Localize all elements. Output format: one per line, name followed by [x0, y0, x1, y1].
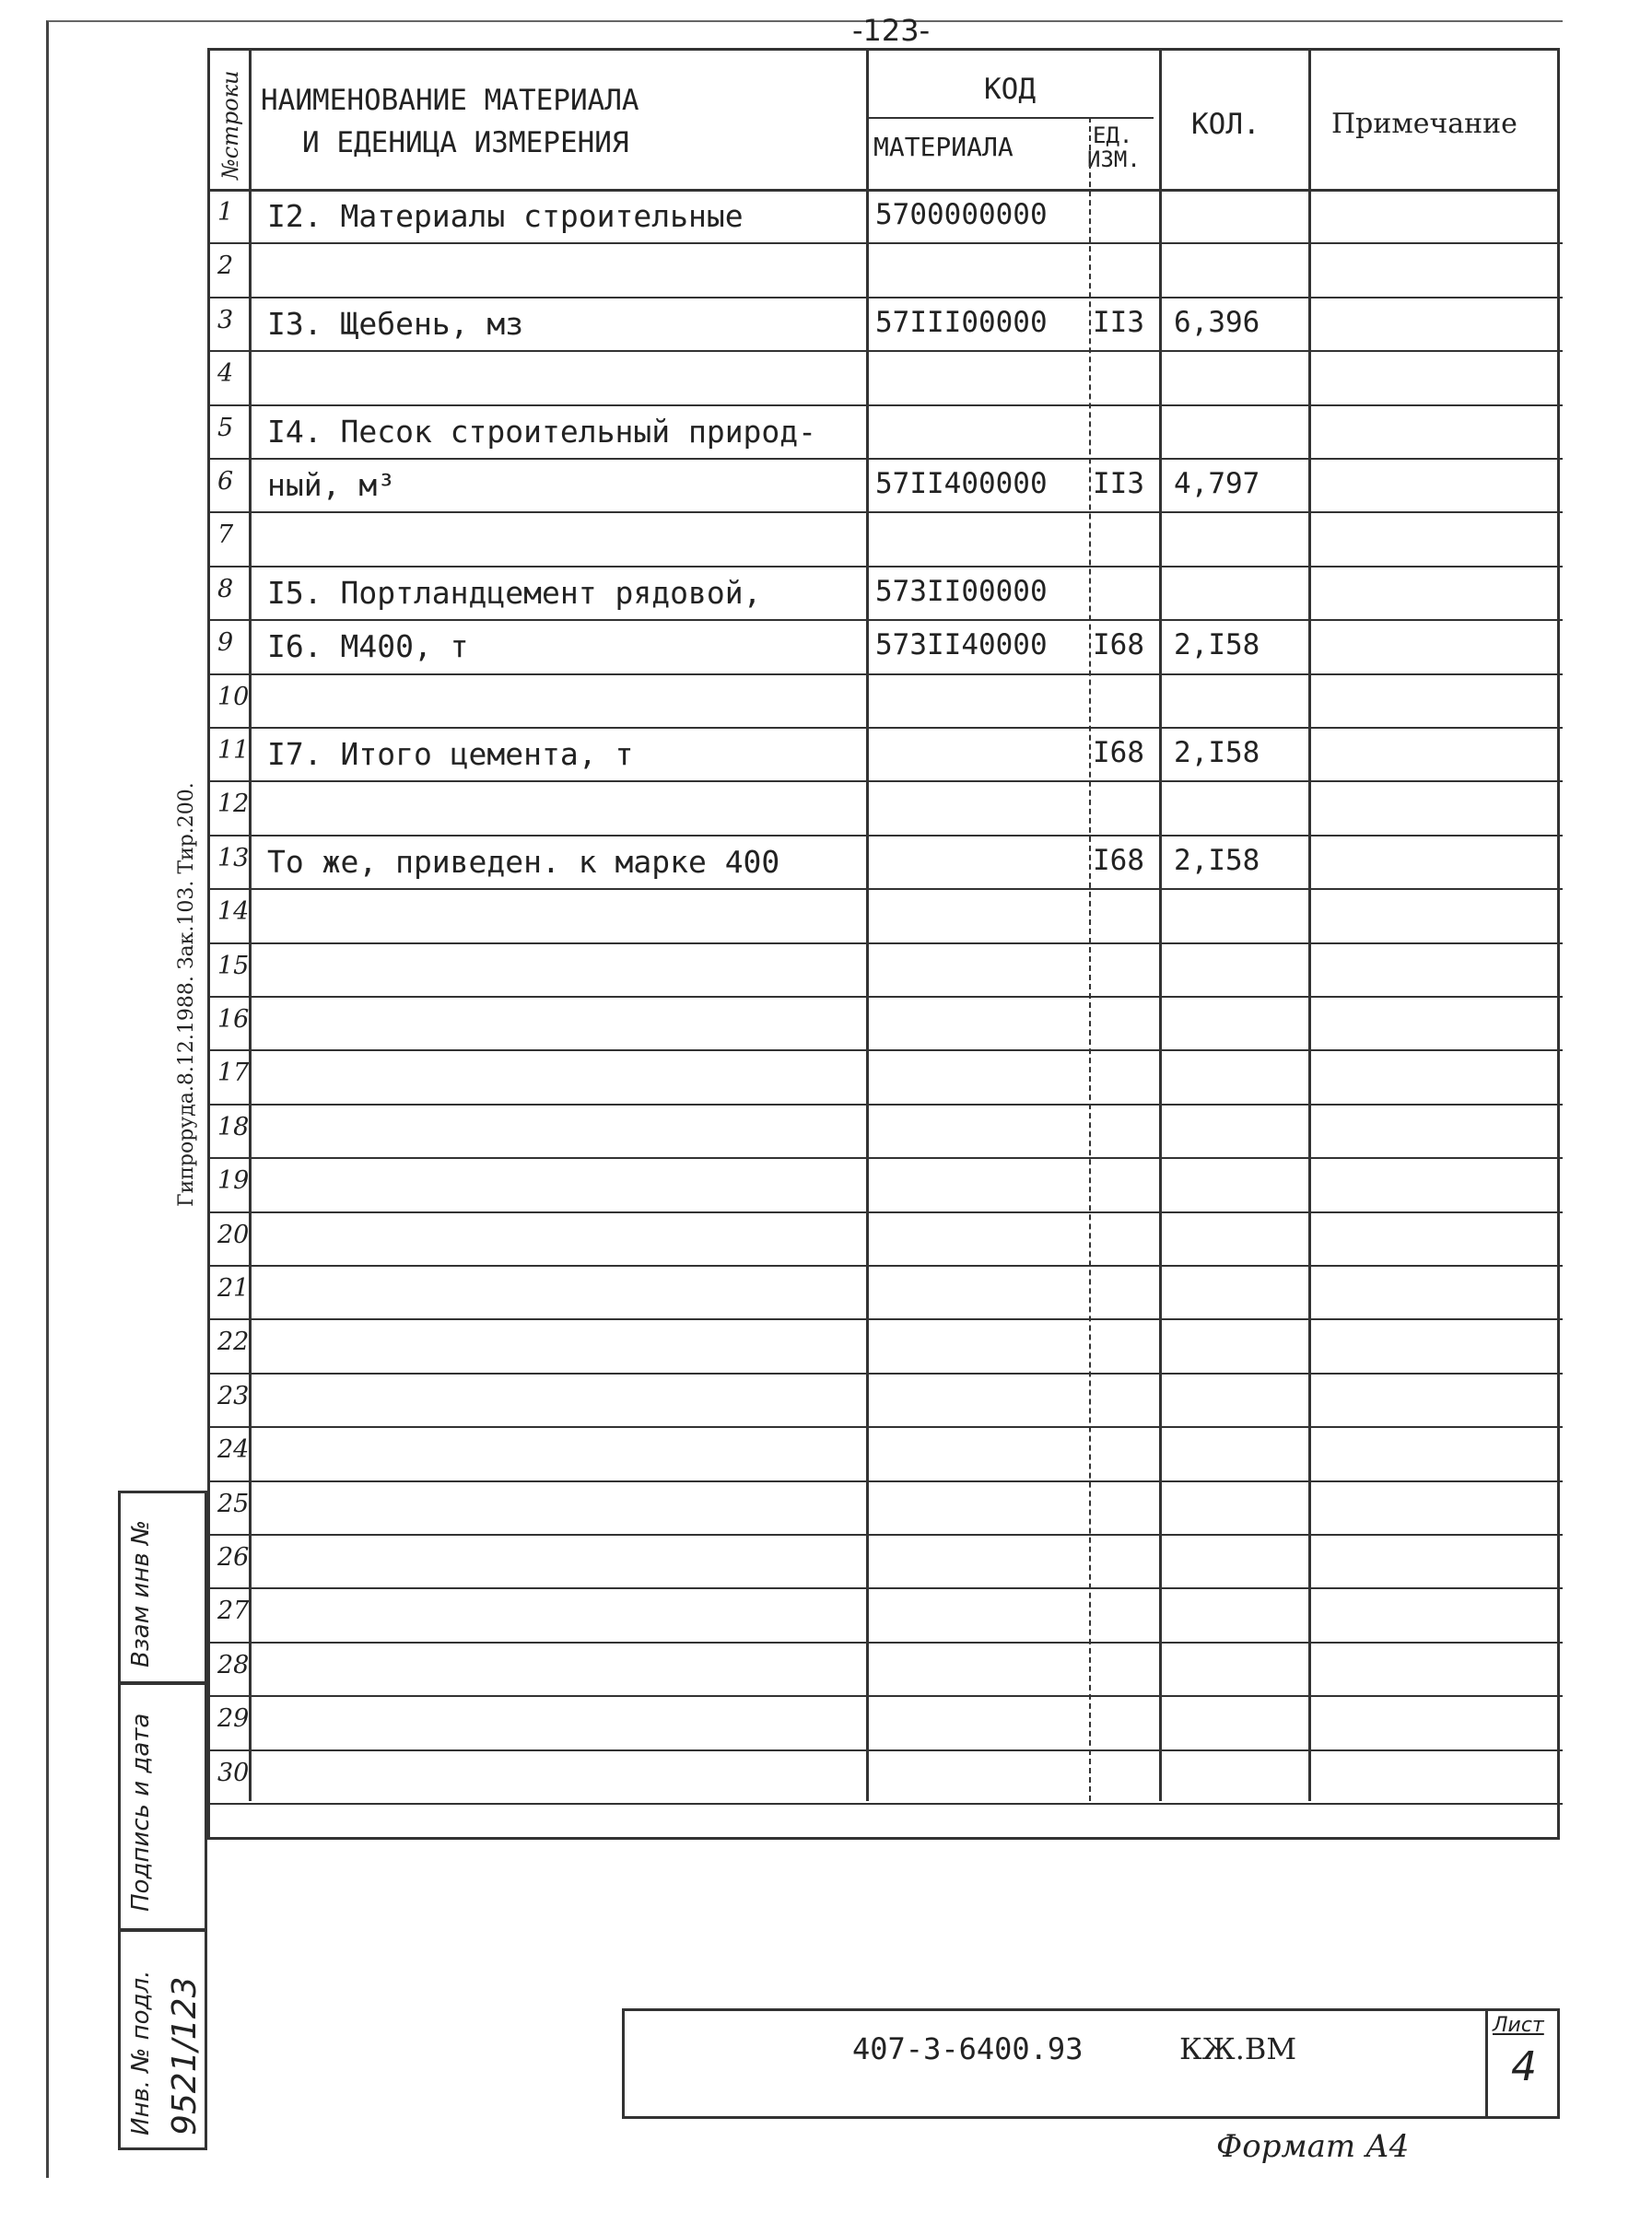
material-name: I2. Материалы строительные: [267, 198, 744, 234]
row-divider: [210, 1373, 1563, 1375]
material-name: I3. Щебень, мз: [267, 305, 524, 342]
row-divider: [210, 350, 1563, 352]
table-row: [210, 780, 1557, 834]
material-code: 57II400000: [875, 467, 1048, 500]
table-row: [210, 1695, 1557, 1749]
row-number: 18: [217, 1112, 250, 1141]
row-number: 8: [217, 574, 234, 603]
header-note: Примечание: [1331, 108, 1517, 140]
title-block: [622, 2008, 1560, 2119]
column-divider: [1308, 51, 1311, 1801]
row-number: 5: [217, 413, 234, 442]
row-number: 28: [217, 1650, 250, 1679]
row-divider: [210, 1157, 1563, 1159]
sheet-label: Лист: [1493, 2014, 1544, 2037]
table-row: [210, 835, 1557, 888]
row-divider: [210, 1426, 1563, 1428]
row-divider: [210, 1534, 1563, 1536]
row-divider: [210, 1265, 1563, 1267]
row-divider: [210, 835, 1563, 837]
header-code: КОД: [984, 73, 1036, 106]
header-unit-line2: ИЗМ.: [1087, 146, 1141, 172]
row-divider: [210, 1642, 1563, 1644]
table-row: [210, 1749, 1557, 1803]
row-number: 9: [217, 628, 234, 658]
row-divider: [210, 566, 1563, 567]
header-name-line2: И ЕДЕНИЦА ИЗМЕРЕНИЯ: [302, 126, 629, 159]
table-row: [210, 996, 1557, 1049]
quantity: 2,I58: [1174, 628, 1260, 662]
row-number: 23: [217, 1381, 250, 1410]
material-name: I7. Итого цемента, т: [267, 736, 634, 772]
row-divider: [210, 996, 1563, 998]
table-row: [210, 242, 1557, 296]
row-number: 7: [217, 521, 234, 550]
row-number: 2: [217, 252, 234, 281]
row-divider: [210, 458, 1563, 460]
header-qty: КОЛ.: [1191, 108, 1260, 141]
row-divider: [210, 297, 1563, 298]
table-row: [210, 619, 1557, 673]
sheet-number: 4: [1511, 2043, 1537, 2090]
row-number: 13: [217, 843, 250, 872]
material-name: То же, приведен. к марке 400: [267, 843, 780, 880]
row-number: 30: [217, 1758, 250, 1787]
row-divider: [210, 673, 1563, 675]
table-row: [210, 1265, 1557, 1318]
table-row: [210, 189, 1557, 242]
row-divider: [210, 1749, 1563, 1751]
column-divider: [1089, 117, 1091, 1801]
row-divider: [210, 1318, 1563, 1320]
table-row: [210, 1211, 1557, 1265]
unit-code: I68: [1093, 628, 1144, 662]
column-divider: [1159, 51, 1162, 1801]
header-material: МАТЕРИАЛА: [873, 132, 1013, 162]
row-divider: [210, 1480, 1563, 1482]
row-divider: [210, 727, 1563, 729]
row-number: 21: [217, 1274, 250, 1303]
doc-mark: КЖ.ВМ: [1179, 2031, 1297, 2066]
table-row: [210, 942, 1557, 996]
row-number: 16: [217, 1005, 250, 1034]
quantity: 4,797: [1174, 467, 1260, 500]
header-code-divider: [866, 117, 1154, 119]
row-divider: [210, 780, 1563, 782]
table-header: [210, 51, 1557, 192]
table-row: [210, 1426, 1557, 1480]
table-row: [210, 1642, 1557, 1695]
row-number: 20: [217, 1220, 250, 1249]
table-row: [210, 511, 1557, 565]
row-number: 27: [217, 1597, 250, 1626]
materials-table: [207, 48, 1560, 1840]
row-number: 17: [217, 1059, 250, 1088]
row-divider: [210, 1695, 1563, 1697]
material-name: I4. Песок строительный природ-: [267, 413, 817, 450]
unit-code: II3: [1093, 467, 1144, 500]
row-divider: [210, 1049, 1563, 1051]
row-number: 19: [217, 1166, 250, 1196]
row-divider: [210, 942, 1563, 944]
table-row: [210, 1534, 1557, 1587]
material-name: I6. М400, т: [267, 628, 469, 665]
page-number: -123-: [852, 13, 931, 48]
table-row: [210, 404, 1557, 458]
row-number: 11: [217, 736, 250, 765]
row-number: 14: [217, 897, 250, 927]
row-number: 25: [217, 1489, 250, 1518]
row-divider: [210, 511, 1563, 513]
material-name: ный, м³: [267, 467, 396, 503]
material-code: 5700000000: [875, 198, 1048, 231]
table-row: [210, 458, 1557, 511]
doc-code: 407-3-6400.93: [852, 2031, 1084, 2066]
header-unit-line1: ЕД.: [1093, 123, 1133, 148]
stamp-inv-number: 9521/123: [166, 1976, 204, 2135]
table-row: [210, 1587, 1557, 1641]
table-row: [210, 727, 1557, 780]
row-divider: [210, 1587, 1563, 1589]
material-code: 573II00000: [875, 574, 1048, 608]
row-divider: [210, 1104, 1563, 1106]
table-row: [210, 350, 1557, 404]
row-number: 6: [217, 467, 234, 496]
row-divider: [210, 888, 1563, 890]
row-number: 4: [217, 359, 234, 389]
table-row: [210, 297, 1557, 350]
row-divider: [210, 1803, 1563, 1805]
row-number: 22: [217, 1328, 250, 1357]
table-row: [210, 673, 1557, 727]
row-number: 3: [217, 305, 234, 334]
table-row: [210, 1318, 1557, 1372]
material-code: 57III00000: [875, 305, 1048, 339]
row-divider: [210, 404, 1563, 406]
quantity: 2,I58: [1174, 843, 1260, 877]
row-number: 24: [217, 1435, 250, 1465]
material-name: I5. Портландцемент рядовой,: [267, 574, 762, 611]
table-row: [210, 566, 1557, 619]
row-divider: [210, 619, 1563, 621]
table-row: [210, 1157, 1557, 1211]
unit-code: I68: [1093, 843, 1144, 877]
stamp-podpis: Подпись и дата: [127, 1713, 155, 1912]
unit-code: I68: [1093, 736, 1144, 769]
stamp-vzam: Взам инв №: [127, 1520, 155, 1667]
header-row-no: №строки: [217, 70, 243, 180]
row-divider: [210, 242, 1563, 244]
material-code: 573II40000: [875, 628, 1048, 662]
stamp-inv-podl: Инв. № подл.: [127, 1970, 155, 2135]
format-label: Формат А4: [1216, 2128, 1410, 2165]
row-number: 12: [217, 790, 250, 819]
column-divider: [249, 51, 252, 1801]
table-row: [210, 1104, 1557, 1157]
row-divider: [210, 1211, 1563, 1213]
side-imprint: Гипроруда.8.12.1988. Зак.103. Тир.200.: [175, 782, 198, 1207]
table-row: [210, 1480, 1557, 1534]
table-row: [210, 1373, 1557, 1426]
quantity: 6,396: [1174, 305, 1260, 339]
quantity: 2,I58: [1174, 736, 1260, 769]
row-number: 29: [217, 1704, 250, 1734]
table-row: [210, 888, 1557, 942]
row-number: 15: [217, 951, 250, 980]
row-number: 1: [217, 198, 234, 227]
row-number: 26: [217, 1543, 250, 1572]
row-number: 10: [217, 682, 250, 711]
unit-code: II3: [1093, 305, 1144, 339]
header-name-line1: НАИМЕНОВАНИЕ МАТЕРИАЛА: [261, 84, 639, 117]
table-row: [210, 1049, 1557, 1103]
column-divider: [866, 51, 869, 1801]
